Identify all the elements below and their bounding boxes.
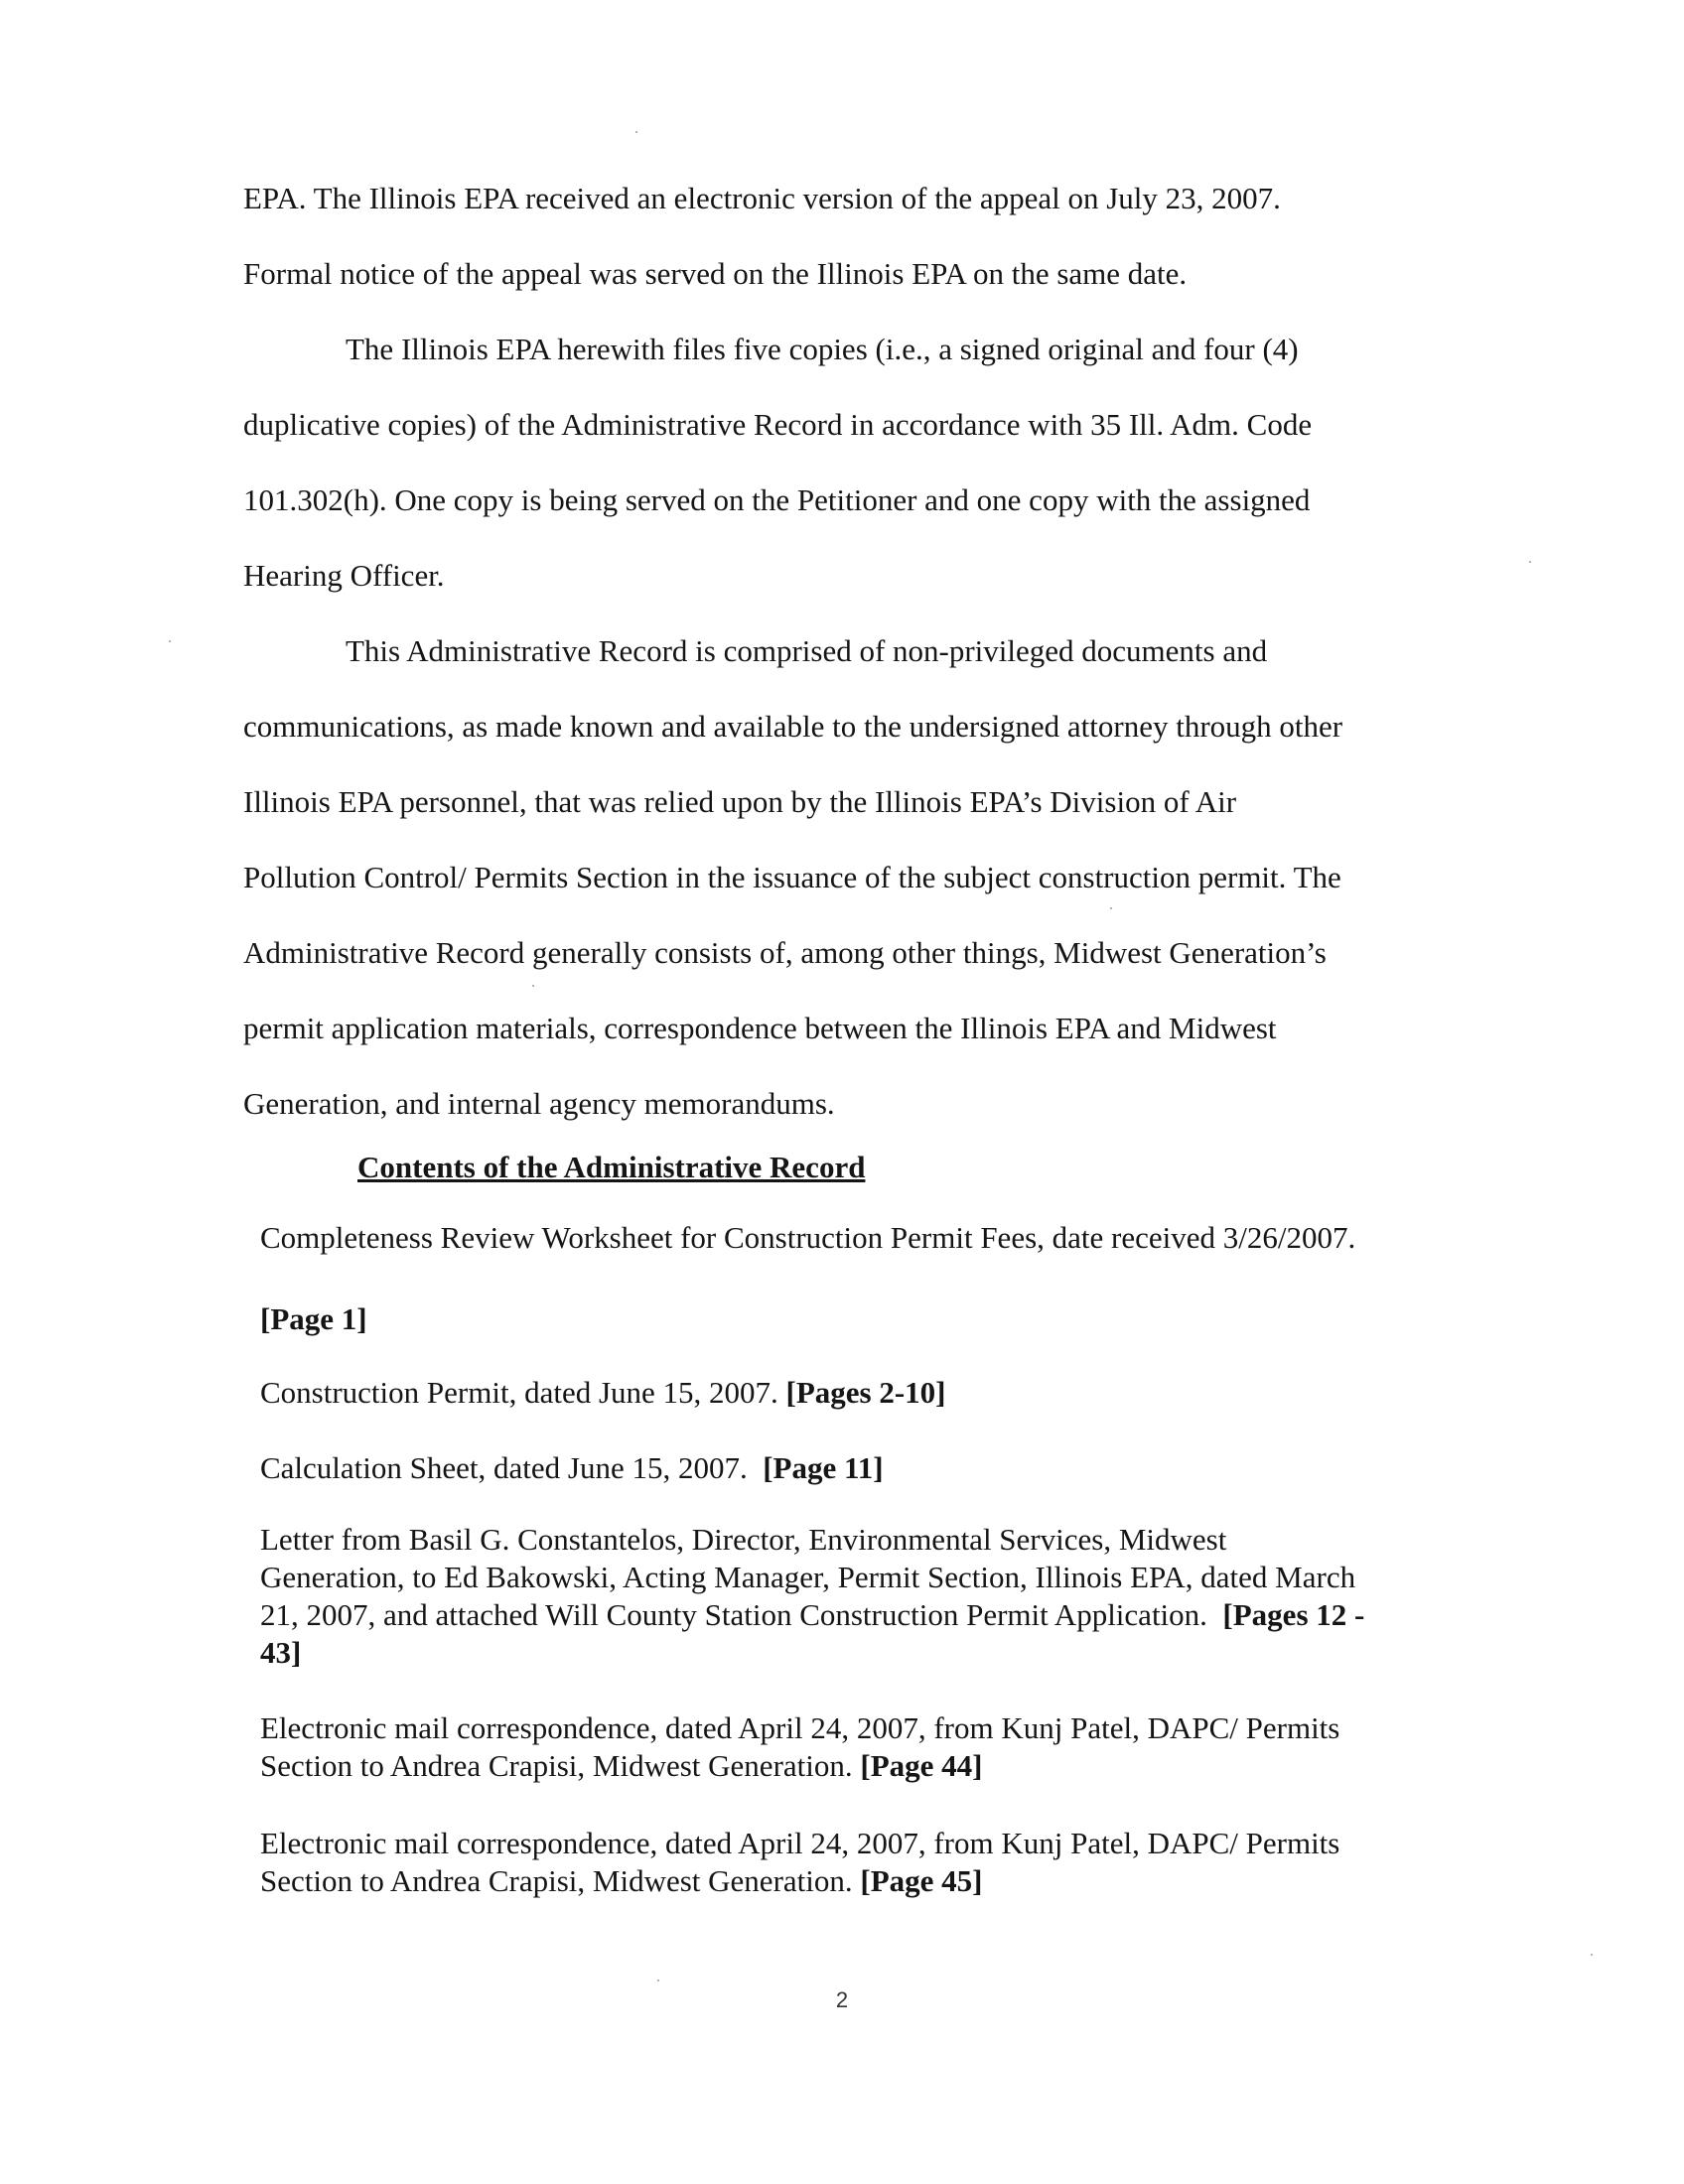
scan-speck bbox=[1110, 907, 1112, 909]
entry-text: Section to Andrea Crapisi, Midwest Generation. bbox=[260, 1863, 853, 1898]
text-line: This Administrative Record is comprised of non-privileged documents and bbox=[346, 633, 1268, 668]
scan-speck bbox=[532, 985, 534, 987]
entry-page-ref: [Page 11] bbox=[763, 1450, 884, 1485]
scan-speck bbox=[635, 131, 637, 133]
entry-text: Calculation Sheet, dated June 15, 2007. bbox=[260, 1450, 748, 1485]
text-line: Illinois EPA personnel, that was relied upon by the Illinois EPA’s Division of Air bbox=[243, 784, 1237, 819]
text-line: 101.302(h). One copy is being served on the Petitioner and one copy with the assigned bbox=[243, 482, 1311, 517]
record-entry-construction-permit bbox=[260, 1374, 1452, 1412]
entry-page-ref: [Pages 2-10] bbox=[785, 1375, 946, 1410]
entry-text: Generation, to Ed Bakowski, Acting Manager, Permit Section, Illinois EPA, dated March bbox=[260, 1560, 1356, 1594]
scan-speck bbox=[1591, 1954, 1593, 1956]
entry-page-ref: [Page 44] bbox=[860, 1748, 983, 1783]
section-heading: Contents of the Administrative Record bbox=[357, 1150, 866, 1184]
paragraph-filing-copies bbox=[243, 312, 1435, 614]
text-line: Hearing Officer. bbox=[243, 558, 445, 593]
paragraph-appeal-notice bbox=[243, 161, 1435, 312]
entry-text: Electronic mail correspondence, dated April 24, 2007, from Kunj Patel, DAPC/ Permits bbox=[260, 1710, 1340, 1745]
text-line: The Illinois EPA herewith files five copies (i.e., a signed original and four (4) bbox=[346, 332, 1299, 366]
record-entry-letter bbox=[260, 1521, 1452, 1672]
entry-text: Letter from Basil G. Constantelos, Director, Environmental Services, Midwest bbox=[260, 1522, 1227, 1557]
entry-text: 21, 2007, and attached Will County Station Construction Permit Application. bbox=[260, 1597, 1207, 1632]
entry-text: Electronic mail correspondence, dated April 24, 2007, from Kunj Patel, DAPC/ Permits bbox=[260, 1826, 1340, 1860]
record-entry-worksheet bbox=[260, 1219, 1452, 1257]
text-line: duplicative copies) of the Administrative Record in accordance with 35 Ill. Adm. Code bbox=[243, 407, 1313, 442]
entry-page-ref: [Page 1] bbox=[260, 1301, 367, 1336]
paragraph-record-description bbox=[243, 614, 1435, 1142]
entry-text: Section to Andrea Crapisi, Midwest Generation. bbox=[260, 1748, 853, 1783]
entry-text: Construction Permit, dated June 15, 2007. bbox=[260, 1375, 778, 1410]
scan-speck bbox=[657, 1979, 659, 1981]
entry-page-ref: [Pages 12 - bbox=[1222, 1597, 1365, 1632]
text-line: Pollution Control/ Permits Section in the issuance of the subject construction permit. The bbox=[243, 860, 1341, 894]
text-line: EPA. The Illinois EPA received an electronic version of the appeal on July 23, 2007. bbox=[243, 181, 1281, 215]
entry-text: Completeness Review Worksheet for Construction Permit Fees, date received 3/26/2007. bbox=[260, 1220, 1356, 1255]
record-entry-email-44 bbox=[260, 1709, 1452, 1785]
scan-speck bbox=[1529, 561, 1531, 563]
record-entry-email-45 bbox=[260, 1825, 1452, 1900]
entry-page-ref: [Page 45] bbox=[860, 1863, 983, 1898]
entry-page-ref: 43] bbox=[260, 1635, 302, 1670]
page-number: 2 bbox=[835, 1987, 849, 2012]
text-line: Administrative Record generally consists of, among other things, Midwest Generation’s bbox=[243, 935, 1327, 970]
record-entry-calculation-sheet bbox=[260, 1449, 1452, 1487]
text-line: permit application materials, correspondence between the Illinois EPA and Midwest bbox=[243, 1011, 1277, 1045]
text-line: Generation, and internal agency memorandums. bbox=[243, 1086, 835, 1121]
record-entry-worksheet-pages bbox=[260, 1300, 1452, 1338]
text-line: communications, as made known and available to the undersigned attorney through other bbox=[243, 709, 1343, 744]
text-line: Formal notice of the appeal was served on the Illinois EPA on the same date. bbox=[243, 256, 1188, 291]
scan-speck bbox=[169, 640, 171, 642]
